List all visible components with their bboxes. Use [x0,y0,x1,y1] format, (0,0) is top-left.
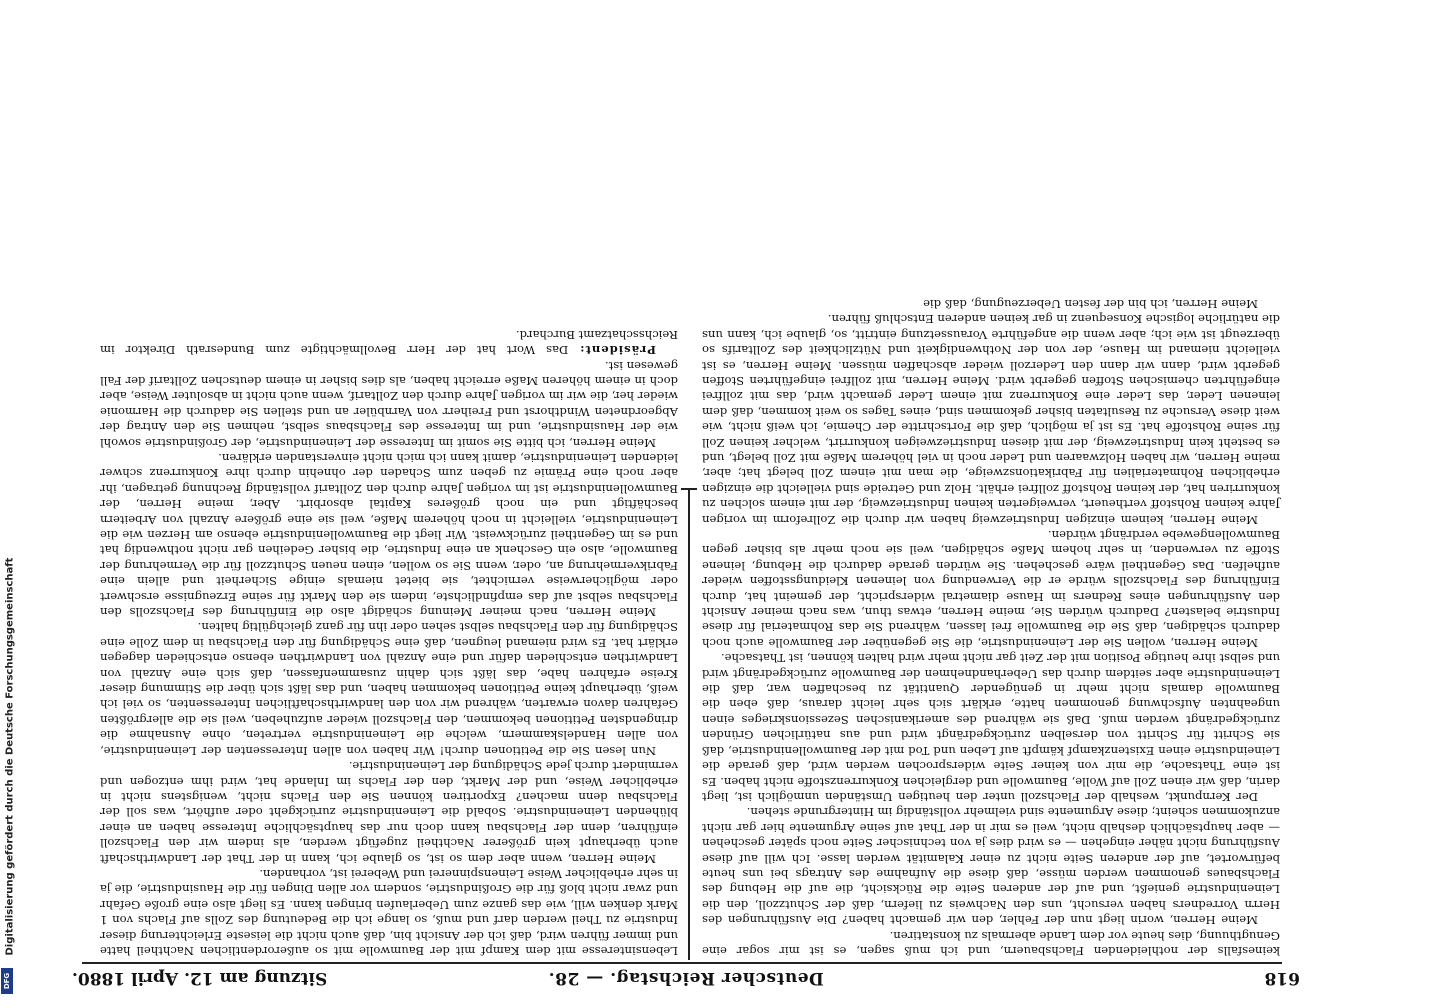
session-date: Sitzung am 12. April 1880. [72,968,328,988]
paragraph: Meine Herren, nach meiner Meinung schädigt also die Einführung des Flachszolls den Flachsbau selbst auf das empfindlichste, indem sie den Markt für seine Erzeugnisse erschwert oder möglicherweise vernichtet, sie bietet niemals einige Sicherheit und allein eine Fabrikvermehrung an, oder, wenn Sie so wollen, einen neuen Schutzzoll für die Vermehrung der Baumwolle, also ein Geschenk an eine Industrie, die bisher Gedeihen gar nicht nothwendig hat und es im Gegentheil zurückweist. Wir liegt die Baumwollenindustrie ebenso am Herzen wie die Leinenindustrie, vielleicht in noch höherem Maße, weil sie eine größere Anzahl von Arbeitern beschäftigt und ein noch größeres Kapital absorbirt. Aber, meine Herren, der Baumwollenindustrie ist im vorigen Jahre durch den Zolltarif vollständig Rechnung getragen, ihr aber noch eine Prämie zu geben zum Schaden der ohnehin durch ihre Konkurrenz schwer leidenden Leinenindustrie, damit kann ich mich nicht einverstanden erklären. [100,451,678,620]
closing-paragraph [100,326,678,357]
credit-text: Digitalisierung gefördert durch die Deutsche Forschungsgemeinschaft [4,557,16,956]
paragraph: Der Kernpunkt, weshalb der Flachszoll unter den heutigen Umständen unmöglich ist, liegt darin, daß wir einen Zoll auf Wolle, Baumwolle und dergleichen Konkurrenzstoffe nicht haben. Es ist eine Thatsache, die mir von keiner Seite widersprochen werden wird, daß gerade die Leineindustrie einen Existenzkampf kämpft auf Leben und Tod mit der Baumwollenindustrie, daß sie Schritt für Schritt von derselben zurückgedrängt wird und aus natürlichen Gründen zurückgedrängt werden muß. Daß sie während des amerikanischen Sezessionskrieges einen ungeahnten Aufschwung genommen hatte, erklärt sich sehr leicht daraus, daß eben die Baumwolle damals nicht mehr in genügender Quantität zu beschaffen war, daß die Leinenindustrie aber seitdem durch das Ueberhandnehmen der Baumwolle zurückgedrängt wird und selbst ihre heutige Position mit der Zeit gar nicht mehr wird halten können, ist Thatsache. [702,651,1280,804]
paragraph: Lebensinteresse mit dem Kampf mit der Baumwolle mit so außerordentlichen Nachtheil hatte und immer führen wird, daß ich der Ansicht bin, daß auch nicht die leiseste Erleichterung dieser Industrie zu Theil werden darf und muß, so lange ich die Bedeutung des Zolls auf Flachs von 1 Mark denken will, wie das ganze zum Ueberlaufen bringen kann. Es liegt also eine große Gefahr und zwar nicht bloß für die Großindustrie, sondern vor allen Dingen für die Hausindustrie, die ja in sehr erheblicher Weise Leinenspinnerei und Weberei ist, vorhanden. [100,866,678,958]
right-column [100,327,678,958]
running-title: Deutscher Reichstag. — 28. [548,968,824,988]
page-header [72,962,1300,988]
paragraph: Meine Herren, keinem einzigen Industriezweig haben wir durch die Zollreform im vorigen Jahre keinen Rohstoff vertheuert, verweigerten keinen Industriezweig, der mit einem solchen zu konkurriren hat, der keinen Rohstoff zollfrei erhält. Holz und Getreide sind vielleicht die einzigen erheblichen Rohmaterialien für Fabrikationszweige, die man mit einem Zoll belegt hat; aber, meine Herren, wir haben Holzwaaren und Leder noch in viel höherem Maße mit Zoll belegt, und es besteht kein Industriezweig, der mit diesen Industriezweigen konkurrirt, welcher keinen Zoll für seine Rohstoffe hat. Es ist ja möglich, daß die Fortschritte der Chemie, ich weiß nicht, wie weit diese Versuche zu Resultaten bisher gekommen sind, eines Tages so weit kommen, daß dem leinenen Leder, das Leder eine Konkurrenz mit einem Leder gemacht wird, das mit zollfrei eingeführten chemischen Stoffen gegerbt wird. Meine Herren, mit zollfrei eingeführten Stoffen gegerbt wird, dann wir dann den Lederzoll wieder abschaffen müssen. Meine Herren, es ist vielleicht niemand im Hause, der von der Nothwendigkeit und Nützlichkeit des Zolltarifs so überzeugt ist wie ich; aber wenn die angeführte Voraussetzung eintritt, so, glaube ich, kann uns die natürliche logische Konsequenz in gar keinen anderen Entschluß führen. [702,312,1280,527]
paragraph: Meine Herren, wollen Sie der Leinenindustrie, die Sie gegenüber der Baumwolle auch noch dadurch schädigen, daß Sie die Baumwolle frei lassen, während Sie das Rohmaterial für diese Industrie belasten? Dadurch würden Sie, meine Herren, etwas thun, was nach meiner Ansicht den Ausführungen eines Redners im Hause diametral widerspricht, der gemeint hat, durch Einführung des Flachszolls würde er die Verwendung von leinenen Kleidungsstoffen wieder aufhelfen. Das Gegentheil wäre geschehen. Sie würden gerade dadurch die Hebung, leinene Stoffe zu verwenden, in sehr hohem Maße schädigen, weil sie noch mehr als bisher gegen Baumwollengewebe verdrängt würden. [702,528,1280,650]
dfg-logo-icon [1,968,13,994]
paragraph: Meine Herren, ich bin der festen Ueberzeugung, daß die [923,296,1258,311]
paragraph: Meine Herren, ich bitte Sie somit im Interesse der Leinenindustrie, der Großindustrie sowohl wie der Hausindustrie, und im Interesse des Flachsbaus selbst, nehmen Sie den Antrag der Abgeordneten Windthorst und Freiherr von Varnbüler an und stellen Sie dadurch die Harmonie wieder her, die wir im vorigen Jahre durch den Zolltarif, wenn auch nicht in absoluter Weise, aber doch in einem höheren Maße erreicht haben, als dies bisher in einem deutschen Zolltarif der Fall gewesen ist. [100,358,678,450]
header-rule [82,962,1282,964]
left-column [702,83,1280,958]
column-divider [688,490,690,960]
paragraph: Nun lesen Sie die Petitionen durch! Wir haben von allen Interessenten der Leinenindustrie, von allen Handelskammern, welche die Leinenindustrie vertreten, ohne Ausnahme die dringendsten Petitionen bekommen, den Flachszoll wieder aufzuheben, weil sie die allergrößten Gefahren davon erwarten, während wir von den landwirthschaftlichen Interessenten, so viel ich weiß, überhaupt keine Petitionen bekommen haben, und das läßt sich über die Stimmung dieser Kreise erfahren habe, das läßt sich dahin zusammenfassen, daß sich eine Anzahl von Landwirthen entschieden dafür und eine Anzahl von Landwirthen ebenso entschieden dagegen erklärt hat. Es wird niemand leugnen, daß eine Schädigung für den Flachsbau in dem Zolle eine Schädigung für den Flachsbau selbst sehen oder ihn für ganz gleichgültig halten. [100,620,678,758]
funding-credit [0,0,14,1000]
speaker-name: Präsident: [579,343,656,358]
dfg-logo-text: DFG [3,972,11,990]
speaker-text: Das Wort hat der Herr Bevollmächtigte zum Bundesrath Direktor im Reichsschatzamt Burchard. [100,327,678,358]
paragraph: keinesfalls der nothleidenden Flachsbauern, und ich muß sagen, es ist mir sogar eine Genugthuung, dies heute vor dem Lande abermals zu konstatiren. [702,928,1280,958]
page-number: 618 [1264,968,1300,988]
paragraph: Meine Herren, worin liegt nun der Fehler, den wir gemacht haben? Die Ausführungen des Herrn Vorredners haben versucht, uns den Nachweis zu liefern, daß der Schutzzoll, den die Leinenindustrie genießt, und auf der anderen Seite die Rücksicht, die auf die Hebung des Flachsbaues genommen werden müsse, daß diese die Aufnahme des Antrags bei uns heute befürwortet, auf der anderen Seite nicht zu einer Kalamität werden lasse. Ich will auf diese Ausführung nicht näher eingehen — es wird dies ja von technischer Seite noch später geschehen — aber hauptsächlich deshalb nicht, weil es mir in der That auf seine Argumente hier gar nicht anzukommen scheint; diese Argumente sind vielmehr vollständig im Hintergrunde stehen. [702,805,1280,928]
paragraph: Meine Herren, wenn aber dem so ist, so glaube ich, kann in der That der Landwirthschaft auch überhaupt kein größerer Nachtheil zugefügt werden, als indem wir den Flachszoll einführen, denn der Flachsbau kann doch nur das hauptsächliche Interesse haben an einer blühenden Leinenindustrie. Sobald die Leinenindustrie zurückgeht oder aufhört, was soll der Flachsbau denn machen? Exportiren können Sie den Flachs nicht, wenigstens nicht in erheblicher Weise, und der Markt, den der Flachs im Inlande hat, wird ihm entzogen und vermindert durch jede Schädigung der Leinenindustrie. [100,759,678,866]
column-divider-end [681,488,697,490]
